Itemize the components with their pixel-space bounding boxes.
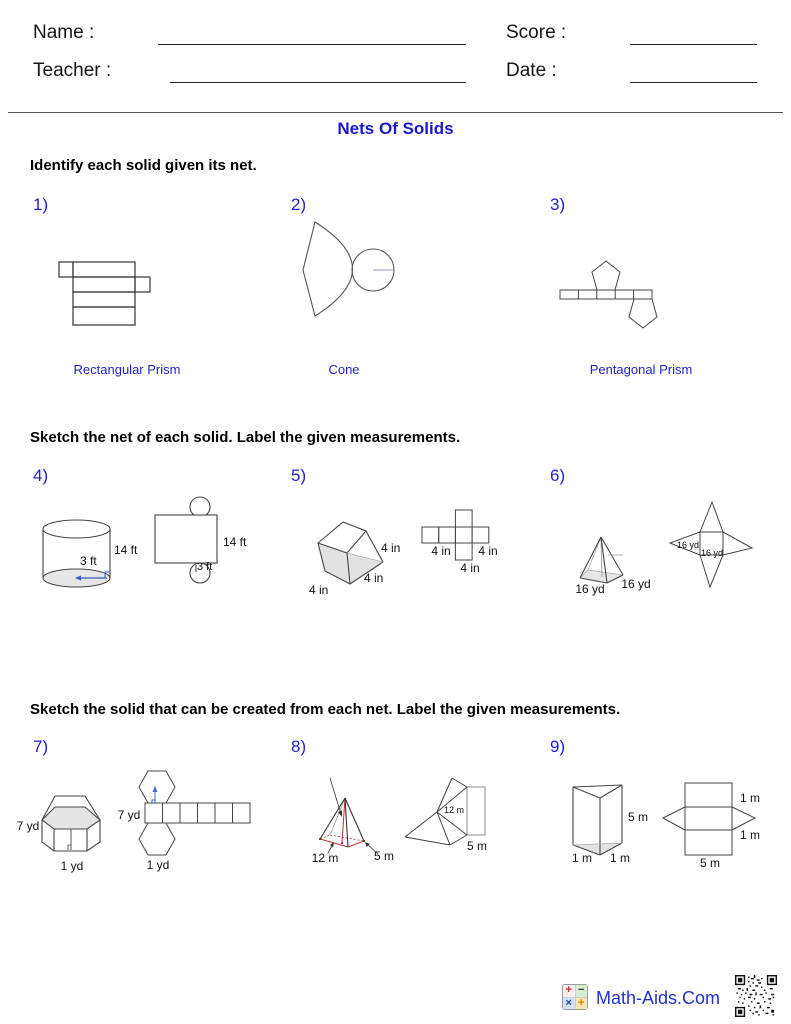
- figure-triangular-prism-net: [658, 770, 761, 865]
- score-blank-line: [630, 30, 757, 45]
- problem-7-number: 7): [33, 737, 49, 756]
- problem-5-number: 5): [291, 466, 307, 485]
- problem-2-number: 2): [291, 195, 307, 214]
- hexprism-side-label: 7 yd: [16, 819, 40, 833]
- problem-1-number: 1): [33, 195, 49, 214]
- hexprism-height-label: 1 yd: [60, 859, 84, 873]
- triprism-net-bottom-label: 1 m: [739, 828, 761, 842]
- section-identify-instruction: Identify each solid given its net.: [30, 157, 257, 174]
- problem-3-answer: Pentagonal Prism: [589, 362, 693, 377]
- brand-text: Math-Aids.Com: [596, 988, 721, 1008]
- math-aids-logo-icon: [562, 984, 588, 1010]
- cube-edge-front-label: 4 in: [364, 571, 384, 585]
- triprism-net-base-label: 5 m: [699, 856, 721, 870]
- problem-9-number: 9): [550, 737, 566, 756]
- figure-sketched-pyramid-solid: [300, 768, 380, 858]
- page-title: Nets Of Solids: [337, 119, 454, 138]
- triprism-net-top-label: 1 m: [739, 791, 761, 805]
- cylinder-net-height-label: 14 ft: [223, 535, 247, 549]
- problem-4-number: 4): [33, 466, 49, 485]
- pyramid-base-right-label: 16 yd: [621, 577, 651, 591]
- name-label: Name :: [33, 22, 95, 43]
- fan-net-base-label: 5 m: [466, 839, 488, 853]
- teacher-label: Teacher :: [33, 60, 112, 81]
- figure-rectangular-prism-net: [50, 250, 160, 335]
- figure-hexagonal-prism-net: [133, 768, 253, 858]
- figure-cone-net: [295, 213, 405, 328]
- cube-edge-right-label: 4 in: [381, 541, 401, 555]
- problem-8-number: 8): [291, 737, 307, 756]
- cylinder-net-radius-label: 3 ft: [197, 561, 213, 573]
- cube-net-bottom-label: 4 in: [460, 561, 480, 575]
- figure-pyramid-solid: [568, 528, 628, 588]
- sketched-pyramid-base-label: 12 m: [311, 851, 339, 865]
- figure-cylinder-net: [150, 492, 230, 587]
- logo-plus-symbol: +: [563, 985, 575, 997]
- name-blank-line: [158, 30, 466, 45]
- hexprism-net-height-label: 1 yd: [146, 858, 170, 872]
- problem-2-answer: Cone: [328, 362, 360, 377]
- triprism-height-label: 5 m: [627, 810, 649, 824]
- cube-net-left-label: 4 in: [431, 544, 451, 558]
- fan-net-slant-label: 12 m: [443, 805, 465, 815]
- figure-pentagonal-prism-net: [552, 250, 662, 335]
- cube-edge-left-label: 4 in: [309, 583, 329, 597]
- cube-net-right-label: 4 in: [478, 544, 498, 558]
- problem-1-answer: Rectangular Prism: [73, 362, 181, 377]
- cylinder-radius-label: 3 ft: [80, 554, 97, 568]
- qr-code: [735, 975, 777, 1022]
- hexprism-net-side-label: 7 yd: [117, 808, 141, 822]
- logo-plus2-symbol: +: [576, 998, 588, 1010]
- pyramid-net-base-label: 16 yd: [700, 548, 724, 558]
- logo-times-symbol: ×: [563, 998, 575, 1010]
- problem-3-number: 3): [550, 195, 566, 214]
- section-sketch-net-instruction: Sketch the net of each solid. Label the given measurements.: [30, 429, 461, 446]
- triprism-base-right-label: 1 m: [609, 851, 631, 865]
- header-divider: [8, 112, 783, 113]
- score-label: Score :: [506, 22, 567, 43]
- cylinder-height-label: 14 ft: [114, 543, 138, 557]
- figure-triangular-prism-solid: [563, 780, 628, 860]
- logo-minus-symbol: −: [576, 985, 588, 997]
- sketched-pyramid-edge-label: 5 m: [373, 849, 395, 863]
- date-label: Date :: [506, 60, 557, 81]
- teacher-blank-line: [170, 68, 466, 83]
- section-sketch-solid-instruction: Sketch the solid that can be created from each net. Label the given measurements.: [30, 701, 621, 718]
- pyramid-net-side-label: 16 yd: [676, 540, 700, 550]
- figure-hexagonal-prism-solid: [38, 793, 113, 863]
- date-blank-line: [630, 68, 757, 83]
- pyramid-base-left-label: 16 yd: [575, 582, 605, 596]
- triprism-base-left-label: 1 m: [571, 851, 593, 865]
- problem-6-number: 6): [550, 466, 566, 485]
